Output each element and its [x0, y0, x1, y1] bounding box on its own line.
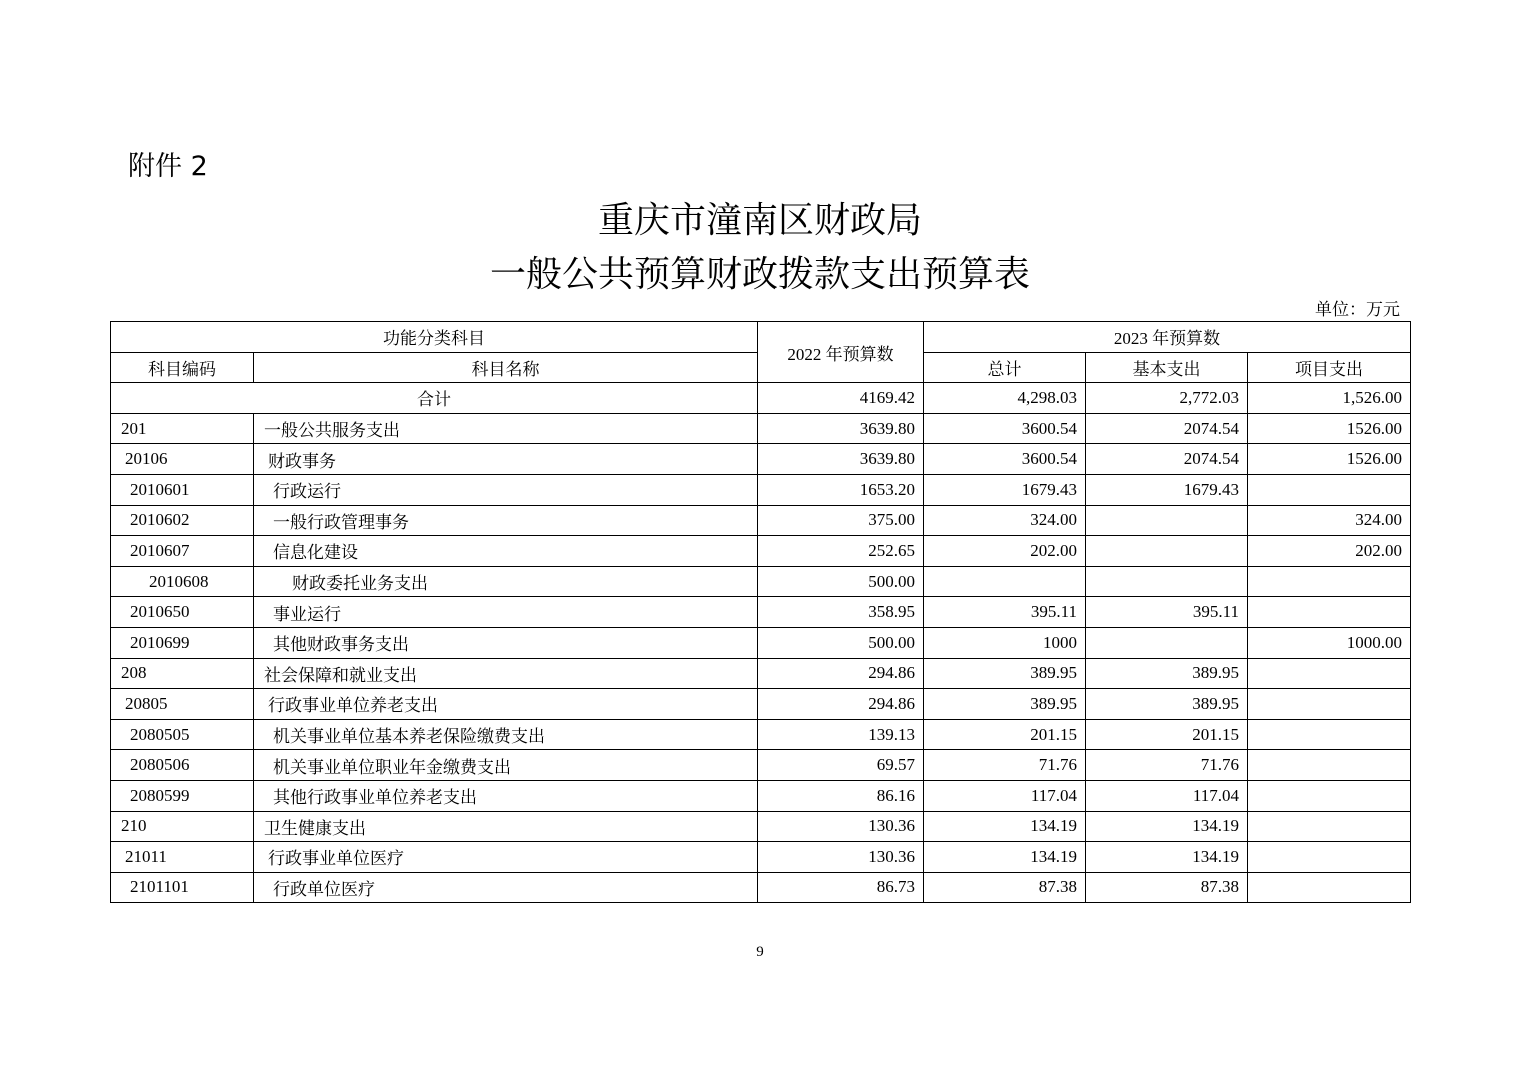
total-basic: 2,772.03 [1086, 383, 1248, 414]
row-name: 一般行政管理事务 [254, 505, 758, 536]
row-project [1248, 597, 1411, 628]
table-row [111, 505, 1411, 536]
row-name: 社会保障和就业支出 [254, 658, 758, 689]
row-name: 行政单位医疗 [254, 872, 758, 903]
row-code: 2080599 [111, 780, 254, 811]
page-subtitle: 一般公共预算财政拨款支出预算表 [489, 254, 1030, 295]
row-project: 324.00 [1248, 505, 1411, 536]
row-code: 2080505 [111, 719, 254, 750]
row-b2022: 86.16 [758, 780, 924, 811]
row-b2022: 3639.80 [758, 444, 924, 475]
table-row [111, 780, 1411, 811]
row-project [1248, 689, 1411, 720]
row-project [1248, 474, 1411, 505]
row-b2022: 358.95 [758, 597, 924, 628]
row-code: 2080506 [111, 750, 254, 781]
table-row [111, 627, 1411, 658]
row-project: 1000.00 [1248, 627, 1411, 658]
page-title: 重庆市潼南区财政局 [597, 200, 922, 241]
row-code: 210 [111, 811, 254, 842]
row-basic: 134.19 [1086, 842, 1248, 873]
row-total: 87.38 [924, 872, 1086, 903]
row-code: 21011 [111, 842, 254, 873]
row-basic [1086, 505, 1248, 536]
row-project [1248, 842, 1411, 873]
header-budget-2023: 2023 年预算数 [924, 322, 1411, 353]
total-total: 4,298.03 [924, 383, 1086, 414]
total-label: 合计 [111, 383, 758, 414]
row-project [1248, 719, 1411, 750]
row-code: 201 [111, 413, 254, 444]
row-code: 208 [111, 658, 254, 689]
row-basic: 117.04 [1086, 780, 1248, 811]
row-name: 行政运行 [254, 474, 758, 505]
row-project [1248, 780, 1411, 811]
row-total: 202.00 [924, 536, 1086, 567]
row-project: 1526.00 [1248, 444, 1411, 475]
table-row [111, 474, 1411, 505]
attachment-label: 附件 2 [128, 151, 208, 182]
row-basic: 87.38 [1086, 872, 1248, 903]
row-basic: 1679.43 [1086, 474, 1248, 505]
row-project: 202.00 [1248, 536, 1411, 567]
row-total: 134.19 [924, 811, 1086, 842]
row-name: 信息化建设 [254, 536, 758, 567]
row-code: 2010699 [111, 627, 254, 658]
row-basic: 389.95 [1086, 658, 1248, 689]
row-basic: 2074.54 [1086, 444, 1248, 475]
row-b2022: 86.73 [758, 872, 924, 903]
row-total: 1000 [924, 627, 1086, 658]
row-b2022: 500.00 [758, 566, 924, 597]
row-b2022: 69.57 [758, 750, 924, 781]
table-row [111, 750, 1411, 781]
row-total [924, 566, 1086, 597]
table-row [111, 872, 1411, 903]
row-name: 其他财政事务支出 [254, 627, 758, 658]
row-b2022: 1653.20 [758, 474, 924, 505]
row-code: 2101101 [111, 872, 254, 903]
row-code: 20805 [111, 689, 254, 720]
row-code: 2010602 [111, 505, 254, 536]
row-name: 一般公共服务支出 [254, 413, 758, 444]
row-code: 20106 [111, 444, 254, 475]
table-row [111, 566, 1411, 597]
row-name: 机关事业单位基本养老保险缴费支出 [254, 719, 758, 750]
row-total: 117.04 [924, 780, 1086, 811]
row-project [1248, 750, 1411, 781]
header-functional-category: 功能分类科目 [111, 322, 758, 353]
row-basic [1086, 627, 1248, 658]
row-total: 71.76 [924, 750, 1086, 781]
row-name: 机关事业单位职业年金缴费支出 [254, 750, 758, 781]
row-name: 卫生健康支出 [254, 811, 758, 842]
row-total: 395.11 [924, 597, 1086, 628]
row-name: 行政事业单位养老支出 [254, 689, 758, 720]
row-total: 324.00 [924, 505, 1086, 536]
row-b2022: 375.00 [758, 505, 924, 536]
total-b2022: 4169.42 [758, 383, 924, 414]
row-name: 财政委托业务支出 [254, 566, 758, 597]
row-b2022: 3639.80 [758, 413, 924, 444]
table-row [111, 413, 1411, 444]
row-basic [1086, 566, 1248, 597]
row-basic: 201.15 [1086, 719, 1248, 750]
row-total: 3600.54 [924, 413, 1086, 444]
header-name: 科目名称 [254, 352, 758, 383]
row-code: 2010607 [111, 536, 254, 567]
row-name: 行政事业单位医疗 [254, 842, 758, 873]
table-row [111, 842, 1411, 873]
row-total: 389.95 [924, 689, 1086, 720]
row-name: 其他行政事业单位养老支出 [254, 780, 758, 811]
row-basic: 134.19 [1086, 811, 1248, 842]
row-project [1248, 811, 1411, 842]
row-code: 2010650 [111, 597, 254, 628]
row-basic: 71.76 [1086, 750, 1248, 781]
total-row [111, 383, 1411, 414]
row-name: 事业运行 [254, 597, 758, 628]
row-project [1248, 658, 1411, 689]
row-b2022: 130.36 [758, 811, 924, 842]
row-name: 财政事务 [254, 444, 758, 475]
header-project: 项目支出 [1248, 352, 1411, 383]
row-total: 3600.54 [924, 444, 1086, 475]
table-row [111, 719, 1411, 750]
table-row [111, 597, 1411, 628]
table-row [111, 536, 1411, 567]
table-row [111, 658, 1411, 689]
row-project [1248, 872, 1411, 903]
row-basic: 389.95 [1086, 689, 1248, 720]
row-b2022: 500.00 [758, 627, 924, 658]
row-total: 389.95 [924, 658, 1086, 689]
row-b2022: 294.86 [758, 658, 924, 689]
row-basic: 395.11 [1086, 597, 1248, 628]
header-code: 科目编码 [111, 352, 254, 383]
total-project: 1,526.00 [1248, 383, 1411, 414]
header-basic: 基本支出 [1086, 352, 1248, 383]
page-number: 9 [756, 944, 764, 960]
row-b2022: 294.86 [758, 689, 924, 720]
row-basic [1086, 536, 1248, 567]
row-project: 1526.00 [1248, 413, 1411, 444]
row-b2022: 139.13 [758, 719, 924, 750]
row-code: 2010601 [111, 474, 254, 505]
table-row [111, 444, 1411, 475]
row-code: 2010608 [111, 566, 254, 597]
row-total: 1679.43 [924, 474, 1086, 505]
table-row [111, 811, 1411, 842]
row-b2022: 252.65 [758, 536, 924, 567]
row-total: 201.15 [924, 719, 1086, 750]
row-basic: 2074.54 [1086, 413, 1248, 444]
row-total: 134.19 [924, 842, 1086, 873]
header-budget-2022: 2022 年预算数 [758, 322, 924, 383]
table-row [111, 689, 1411, 720]
budget-table [110, 321, 1411, 903]
unit-label: 单位：万元 [1315, 300, 1400, 319]
row-b2022: 130.36 [758, 842, 924, 873]
row-project [1248, 566, 1411, 597]
header-total: 总计 [924, 352, 1086, 383]
header-row-1 [111, 322, 1411, 353]
